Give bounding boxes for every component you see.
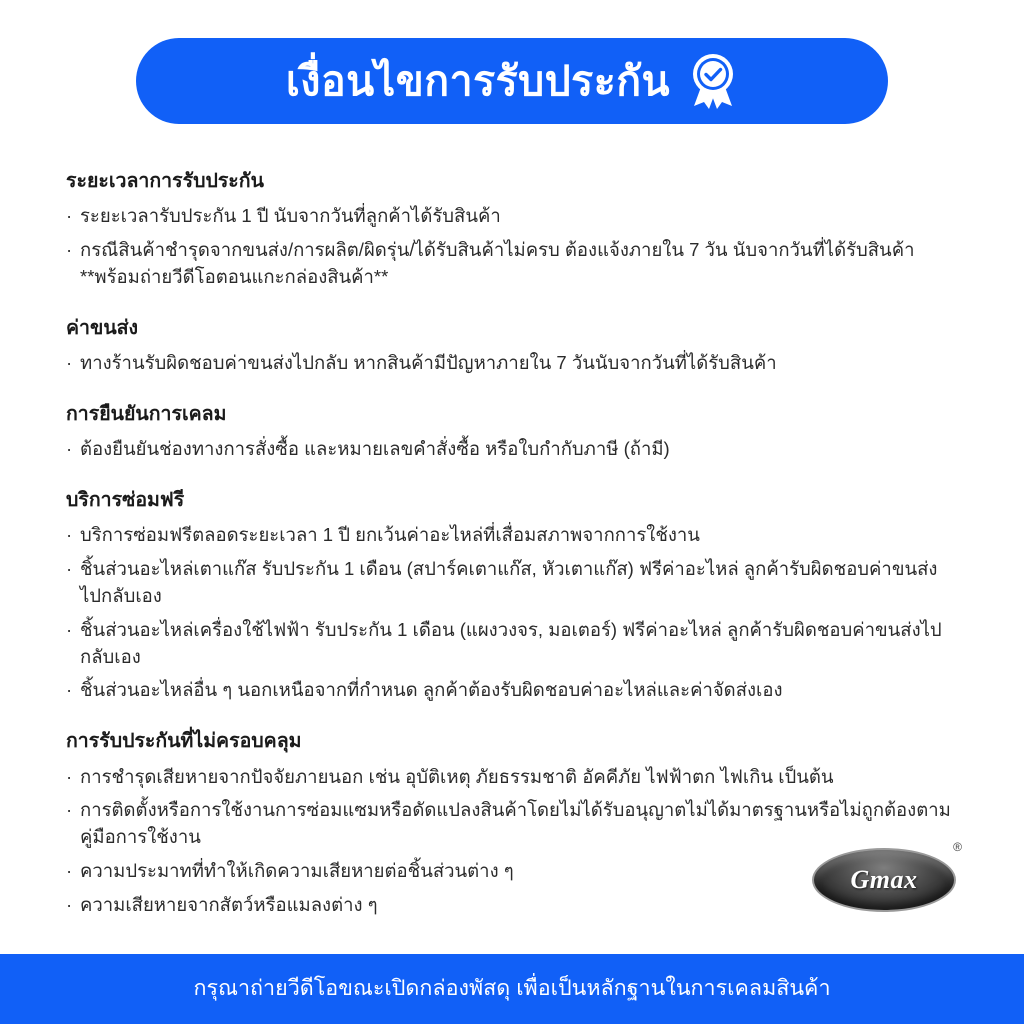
list-item bbox=[66, 677, 958, 704]
section-warranty-period bbox=[66, 168, 958, 291]
page-title: เงื่อนไขการรับประกัน bbox=[285, 57, 671, 104]
bullet-icon: · bbox=[66, 679, 73, 701]
bullet-icon: · bbox=[66, 239, 73, 261]
header-area bbox=[0, 0, 1024, 124]
bullet-icon: · bbox=[66, 859, 73, 881]
list-item-text: ชิ้นส่วนอะไหล่เตาแก๊ส รับประกัน 1 เดือน (สปาร์คเตาแก๊ส, หัวเตาแก๊ส) ฟรีค่าอะไหล่ ลูกค้ารับผิดชอบค่าขนส่งไปกลับเอง bbox=[80, 558, 938, 606]
logo-text: Gmax bbox=[850, 865, 918, 894]
list-item bbox=[66, 203, 958, 230]
bullet-icon: · bbox=[66, 893, 73, 915]
bullet-icon: · bbox=[66, 205, 73, 227]
bullet-icon: · bbox=[66, 352, 73, 374]
list-item-text: กรณีสินค้าชำรุดจากขนส่ง/การผลิต/ผิดรุ่น/ได้รับสินค้าไม่ครบ ต้องแจ้งภายใน 7 วัน นับจากวันที่ได้รับสินค้า **พร้อมถ่ายวีดีโอตอนแกะกล่องสินค้า** bbox=[80, 239, 915, 287]
section-title: ระยะเวลาการรับประกัน bbox=[66, 170, 264, 192]
logo-badge bbox=[812, 848, 956, 912]
list-item-text: การชำรุดเสียหายจากปัจจัยภายนอก เช่น อุบัติเหตุ ภัยธรรมชาติ อัคคีภัย ไฟฟ้าตก ไฟเกิน เป็นต้น bbox=[80, 765, 834, 787]
bullet-icon: · bbox=[66, 618, 73, 640]
list-item-text: การติดตั้งหรือการใช้งานการซ่อมแซมหรือดัดแปลงสินค้าโดยไม่ได้รับอนุญาตไม่ได้มาตรฐานหรือไม่ถูกต้องตามคู่มือการใช้งาน bbox=[80, 799, 951, 848]
list-item bbox=[66, 556, 958, 610]
conditions-content bbox=[0, 124, 1024, 919]
list-item-text: ชิ้นส่วนอะไหล่อื่น ๆ นอกเหนือจากที่กำหนด ลูกค้าต้องรับผิดชอบค่าอะไหล่และค่าจัดส่งเอง bbox=[80, 679, 783, 701]
list-item-text: ความประมาทที่ทำให้เกิดความเสียหายต่อชิ้นส่วนต่าง ๆ bbox=[80, 859, 514, 881]
list-item bbox=[66, 617, 958, 671]
bullet-icon: · bbox=[66, 524, 73, 546]
section-shipping-cost bbox=[66, 315, 958, 377]
section-title: การยืนยันการเคลม bbox=[66, 402, 227, 425]
bullet-icon: · bbox=[66, 438, 73, 460]
list-item-text: ความเสียหายจากสัตว์หรือแมลงต่าง ๆ bbox=[80, 893, 378, 915]
header-banner bbox=[136, 38, 888, 124]
section-title: การรับประกันที่ไม่ครอบคลุม bbox=[66, 730, 302, 753]
bullet-icon: · bbox=[66, 765, 73, 787]
list-item-text: ชิ้นส่วนอะไหล่เครื่องใช้ไฟฟ้า รับประกัน 1 เดือน (แผงวงจร, มอเตอร์) ฟรีค่าอะไหล่ ลูกค้ารับผิดชอบค่าขนส่งไปกลับเอง bbox=[80, 618, 942, 667]
list-item bbox=[66, 350, 958, 377]
list-item bbox=[66, 764, 958, 791]
list-item-text: ต้องยืนยันช่องทางการสั่งซื้อ และหมายเลขคำสั่งซื้อ หรือใบกำกับภาษี (ถ้ามี) bbox=[80, 438, 670, 460]
award-badge-icon bbox=[688, 53, 738, 109]
list-item-text: ระยะเวลารับประกัน 1 ปี นับจากวันที่ลูกค้าได้รับสินค้า bbox=[80, 205, 501, 227]
section-title: ค่าขนส่ง bbox=[66, 316, 139, 339]
list-item bbox=[66, 522, 958, 549]
list-item-text: ทางร้านรับผิดชอบค่าขนส่งไปกลับ หากสินค้ามีปัญหาภายใน 7 วันนับจากวันที่ได้รับสินค้า bbox=[80, 352, 777, 374]
list-item bbox=[66, 436, 958, 463]
section-free-repair bbox=[66, 487, 958, 704]
section-title: บริการซ่อมฟรี bbox=[66, 489, 185, 511]
list-item bbox=[66, 237, 958, 291]
trademark-symbol: ® bbox=[953, 840, 962, 854]
section-claim-confirmation bbox=[66, 401, 958, 463]
bullet-icon: · bbox=[66, 799, 73, 821]
footer-banner bbox=[0, 954, 1024, 1024]
brand-logo bbox=[812, 840, 962, 916]
footer-text: กรุณาถ่ายวีดีโอขณะเปิดกล่องพัสดุ เพื่อเป็นหลักฐานในการเคลมสินค้า bbox=[193, 976, 831, 1001]
list-item-text: บริการซ่อมฟรีตลอดระยะเวลา 1 ปี ยกเว้นค่าอะไหล่ที่เสื่อมสภาพจากการใช้งาน bbox=[80, 524, 700, 546]
footer-spacer bbox=[0, 936, 1024, 954]
bullet-icon: · bbox=[66, 558, 73, 580]
